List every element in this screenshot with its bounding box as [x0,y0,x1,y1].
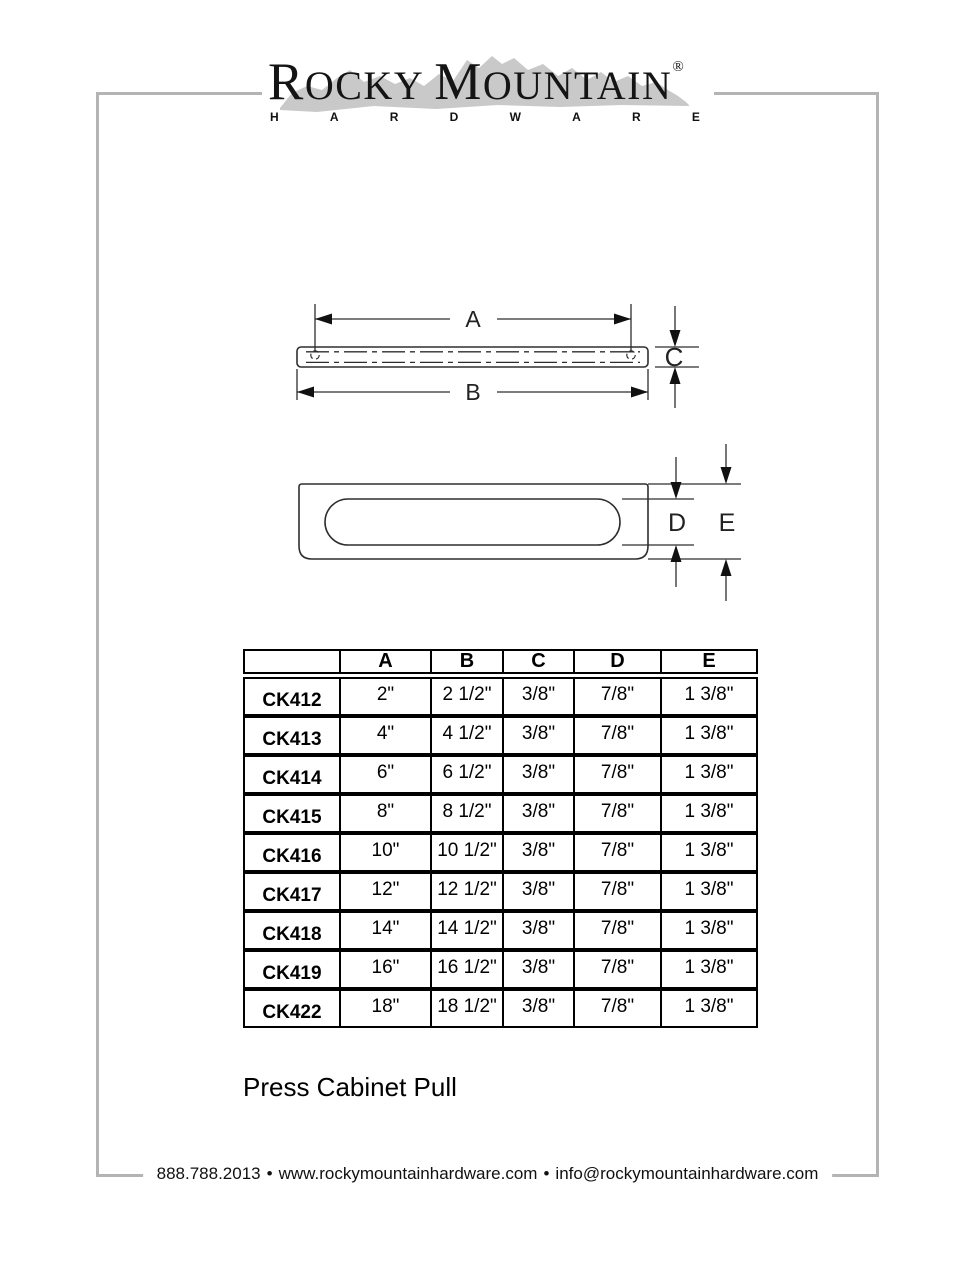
model-cell: CK412 [245,679,341,714]
pull-recess-outline [325,499,620,545]
header-a-cell: A [341,651,432,672]
dim-label-b: B [465,379,481,405]
dim-d-cell: 7/8" [575,835,662,870]
table-row [243,677,758,716]
brand-logo [262,44,714,130]
dim-b-cell: 12 1/2" [432,874,504,909]
dim-a-cell: 16" [341,952,432,987]
dim-label-c: C [664,342,684,372]
model-cell: CK419 [245,952,341,987]
dim-c-cell: 3/8" [504,679,575,714]
dim-c-cell: 3/8" [504,913,575,948]
dim-a-cell: 18" [341,991,432,1026]
spec-table-body [243,677,758,1028]
dim-d-cell: 7/8" [575,679,662,714]
dim-label-d: D [667,509,687,537]
model-cell: CK414 [245,757,341,792]
dim-e-cell: 1 3/8" [684,762,734,783]
spec-table-header [243,649,758,674]
dim-label-a: A [465,306,481,332]
dim-c-cell: 3/8" [504,757,575,792]
dim-e-cell: 1 3/8" [684,996,734,1017]
dim-c-cell: 3/8" [504,874,575,909]
footer-website-link[interactable]: www.rockymountainhardware.com [278,1164,538,1183]
table-row [243,755,758,794]
dim-d-cell: 7/8" [575,913,662,948]
dim-a-cell: 2" [341,679,432,714]
footer-phone: 888.788.2013 [156,1164,261,1183]
dim-b-cell: 2 1/2" [432,679,504,714]
brand-wordmark: ROCKY MOUNTAIN® [268,53,684,111]
registered-trademark-icon: ® [672,59,684,75]
dim-e-cell: 1 3/8" [684,840,734,861]
table-row [243,872,758,911]
dim-b-cell: 6 1/2" [432,757,504,792]
header-e-cell: E [702,651,716,672]
dim-d-cell: 7/8" [575,874,662,909]
pull-front-view-outline [299,484,648,559]
dim-label-e: E [718,509,736,537]
dim-c-cell: 3/8" [504,718,575,753]
table-row [243,794,758,833]
dim-e-cell: 1 3/8" [684,918,734,939]
footer-contact [143,1164,833,1184]
dim-e-cell: 1 3/8" [684,957,734,978]
brand-initial: M [434,53,483,111]
dim-b-cell: 14 1/2" [432,913,504,948]
header-c-cell: C [504,651,575,672]
dim-c-cell: 3/8" [504,991,575,1026]
brand-initial: R [268,53,305,111]
dimension-drawings [280,290,760,625]
header-b-cell: B [432,651,504,672]
model-cell: CK415 [245,796,341,831]
table-row [243,716,758,755]
table-row [243,911,758,950]
pull-top-view-outline [297,347,648,367]
footer-separator: • [266,1164,273,1183]
dim-b-cell: 4 1/2" [432,718,504,753]
dim-b-cell: 8 1/2" [432,796,504,831]
technical-drawing [280,290,760,620]
dim-a-cell: 4" [341,718,432,753]
dim-a-cell: 6" [341,757,432,792]
dim-d-cell: 7/8" [575,796,662,831]
dim-c-cell: 3/8" [504,952,575,987]
dim-d-cell: 7/8" [575,991,662,1026]
table-row [243,950,758,989]
dim-e-cell: 1 3/8" [684,684,734,705]
dim-e-cell: 1 3/8" [684,879,734,900]
dim-b-cell: 16 1/2" [432,952,504,987]
dim-a-cell: 10" [341,835,432,870]
model-cell: CK422 [245,991,341,1026]
model-cell: CK417 [245,874,341,909]
table-row [243,833,758,872]
spec-table [243,649,758,1028]
product-title: Press Cabinet Pull [243,1072,457,1102]
brand-subtitle: H A R D W A R E [270,110,700,124]
dim-d-cell: 7/8" [575,757,662,792]
dim-d-cell: 7/8" [575,718,662,753]
dim-e-cell: 1 3/8" [684,801,734,822]
dim-a-cell: 8" [341,796,432,831]
dim-a-cell: 12" [341,874,432,909]
dim-c-cell: 3/8" [504,796,575,831]
dim-b-cell: 18 1/2" [432,991,504,1026]
dim-b-cell: 10 1/2" [432,835,504,870]
footer-email-link[interactable]: info@rockymountainhardware.com [555,1164,819,1183]
model-cell: CK416 [245,835,341,870]
table-row [243,989,758,1028]
dim-e-cell: 1 3/8" [684,723,734,744]
footer-separator: • [543,1164,550,1183]
dim-a-cell: 14" [341,913,432,948]
dim-c-cell: 3/8" [504,835,575,870]
model-cell: CK413 [245,718,341,753]
header-d-cell: D [575,651,662,672]
model-cell: CK418 [245,913,341,948]
header-model-cell [245,651,341,672]
dim-d-cell: 7/8" [575,952,662,987]
